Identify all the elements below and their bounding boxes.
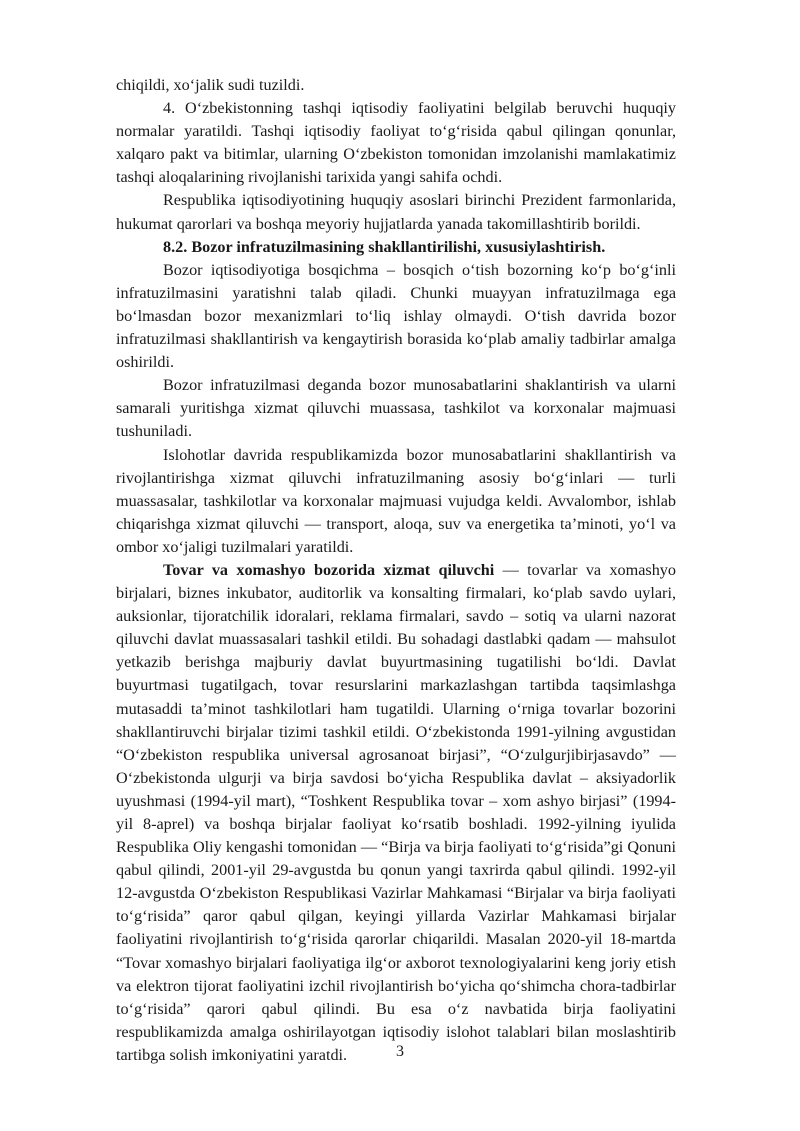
- section-heading: 8.2. Bozor infratuzilmasining shakllantirilishi, xususiylashtirish.: [163, 237, 606, 256]
- paragraph-continuation: chiqildi, xo‘jalik sudi tuzildi.: [116, 76, 305, 94]
- paragraph-market-transition: Bozor iqtisodiyotiga bosqichma – bosqich o‘tish bozorning ko‘p bo‘g‘inli infratuzilmasini yaratishni talab qiladi. Chunki muayyan infratuzilmaga ega bo‘lmasdan bozor mexanizmlari to‘liq ishlay olmaydi. O‘tish davrida bozor infratuzilmasi shakllantirish va kengaytirish borasida ko‘plab amaliy tadbirlar amalga oshirildi.: [116, 260, 676, 372]
- paragraph-foreign-economic-norms: 4. O‘zbekistonning tashqi iqtisodiy faoliyatini belgilab beruvchi huquqiy normalar yaratildi. Tashqi iqtisodiy faoliyat to‘g‘risida qabul qilingan qonunlar, xalqaro pakt va bitimlar, ularning O‘zbekiston tomonidan imzolanishi mamlakatimiz tashqi aloqalarining rivojlanishi tarixida yangi sahifa ochdi.: [116, 99, 676, 187]
- paragraph-infrastructure-definition: Bozor infratuzilmasi deganda bozor munosabatlarini shaklantirish va ularni samarali yuritishga xizmat qiluvchi muassasa, tashkilot va korxonalar majmuasi tushuniladi.: [116, 376, 676, 441]
- paragraph-legal-foundations: Respublika iqtisodiyotining huquqiy asoslari birinchi Prezident farmonlarida, hukumat qarorlari va boshqa meyoriy hujjatlarda yanada takomillashtirib borildi.: [116, 191, 676, 233]
- lead-bold-phrase: Tovar va xomashyo bozorida xizmat qiluvchi: [163, 560, 495, 579]
- lead-rest-text: — tovarlar va xomashyo birjalari, biznes inkubator, auditorlik va konsalting firmalari, ko‘plab savdo uylari, auksionlar, tijoratchilik idoralari, reklama firmalari, savdo – sotiq va ularni nazorat qiluvchi davlat muassasalari tashkil etildi. Bu sohadagi dastlabki qadam — mahsulot yetkazib berishga majburiy davlat buyurtmasining tugatilishi bo‘ldi. Davlat buyurtmasi tugatilgach, tovar resurslarini markazlashgan tartibda taqsimlashga mutasaddi ta’minot tashkilotlari ham tugatildi. Ularning o‘rniga tovarlar bozorini shakllantiruvchi birjalar tizimi tashkil etildi. O‘zbekistonda 1991-yilning avgustidan “O‘zbekiston respublika universal agrosanoat birjasi”, “O‘zulgurjibirjasavdo” — O‘zbekistonda ulgurji va birja savdosi bo‘yicha Respublika davlat – aksiyadorlik uyushmasi (1994-yil mart), “Toshkent Respublika tovar – xom ashyo birjasi” (1994-yil 8-aprel) va boshqa birjalar faoliyat ko‘rsatib boshladi. 1992-yilning iyulida Respublika Oliy kengashi tomonidan — “Birja va birja faoliyati to‘g‘risida”gi Qonuni qabul qilindi, 2001-yil 29-avgustda bu qonun yangi taxrirda qabul qilindi. 1992-yil 12-avgustda O‘zbekiston Respublikasi Vazirlar Mahkamasi “Birjalar va birja faoliyati to‘g‘risida” qaror qabul qilgan, keyingi yillarda Vazirlar Mahkamasi birjalar faoliyatini rivojlantirish to‘g‘risida qarorlar chiqarildi. Masalan 2020-yil 18-martda “Tovar xomashyo birjalari faoliyatiga ilg‘or axborot texnologiyalarini keng joriy etish va elektron tijorat faoliyatini izchil rivojlantirish bo‘yicha qo‘shimcha chora-tadbirlar to‘g‘risida” qarori qabul qilindi. Bu esa o‘z navbatida birja faoliyatini respublikamizda amalga oshirilayotgan iqtisodiy islohot talablari bilan moslashtirib tartibga solish imkoniyatini yaratdi.: [116, 560, 676, 1064]
- page-number: 3: [396, 1043, 404, 1060]
- paragraph-reforms: Islohotlar davrida respublikamizda bozor munosabatlarini shakllantirish va rivojlantirishga xizmat qiluvchi infratuzilmaning asosiy bo‘g‘inlari — turli muassasalar, tashkilotlar va korxonalar majmuasi vujudga keldi. Avvalombor, ishlab chiqarishga xizmat qiluvchi — transport, aloqa, suv va energetika ta’minoti, yo‘l va ombor xo‘jaligi tuzilmalari yaratildi.: [116, 445, 676, 556]
- paragraph-commodity-market: [116, 559, 676, 1067]
- page-body: [116, 74, 676, 1067]
